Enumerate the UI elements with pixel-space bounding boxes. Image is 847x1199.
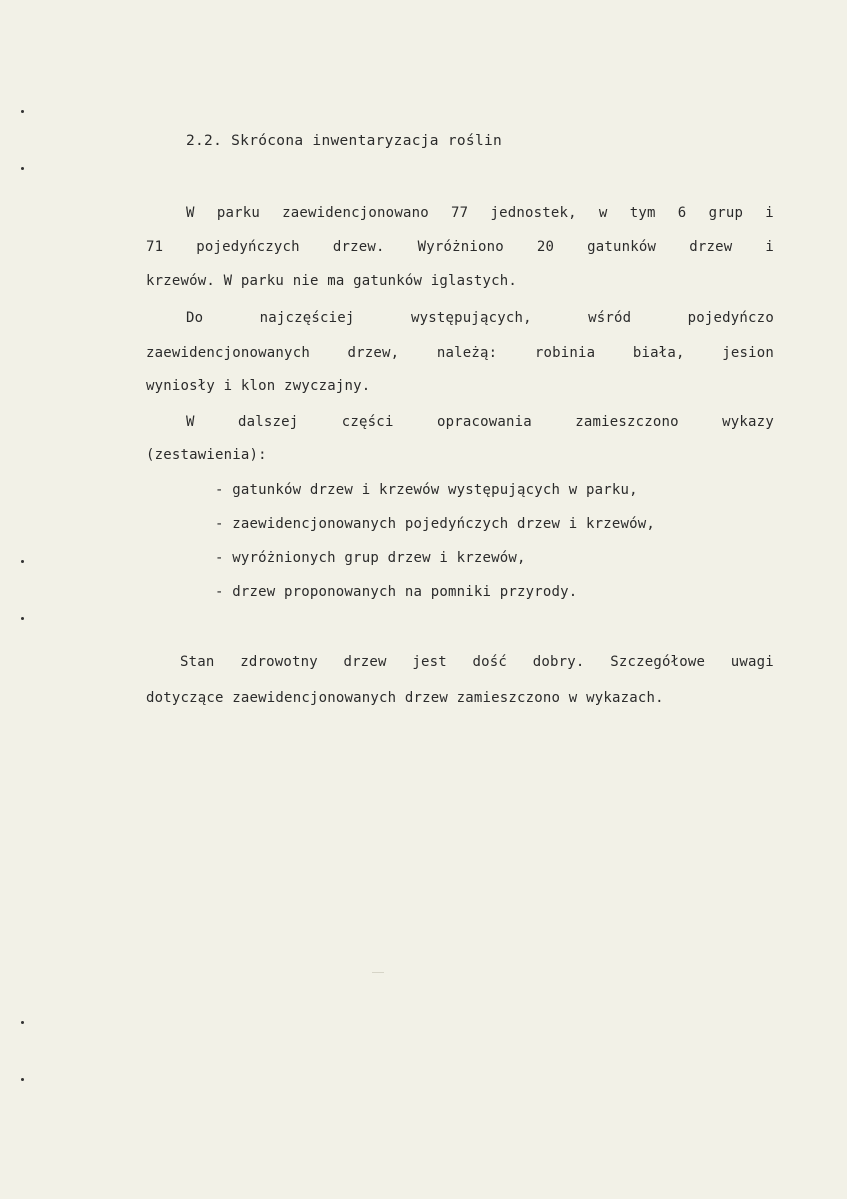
para2-line3: wyniosły i klon zwyczajny. <box>146 378 371 394</box>
word: robinia <box>534 345 596 361</box>
word: gatunków <box>587 239 657 255</box>
word: i <box>765 205 774 221</box>
list-item: - gatunków drzew i krzewów występujących w parku, <box>215 482 638 498</box>
word: należą: <box>436 345 498 361</box>
word: drzew, <box>347 345 400 361</box>
word: Szczegółowe <box>610 654 706 670</box>
word: jesion <box>722 345 774 361</box>
word: 71 <box>146 239 164 255</box>
word: zdrowotny <box>240 654 318 670</box>
list-item: - drzew proponowanych na pomniki przyrody. <box>215 584 578 600</box>
word: W <box>186 414 195 430</box>
word: pojedyńczo <box>687 310 774 326</box>
word: 20 <box>536 239 555 255</box>
para4-line2: dotyczące zaewidencjonowanych drzew zamieszczono w wykazach. <box>146 690 664 706</box>
word: parku <box>216 205 260 221</box>
word: W <box>186 205 195 221</box>
word: zamieszczono <box>575 414 679 430</box>
word: dobry. <box>532 654 585 670</box>
word: najczęściej <box>259 310 355 326</box>
para3-line2: (zestawienia): <box>146 447 267 463</box>
para1-line3: krzewów. W parku nie ma gatunków iglastych. <box>146 273 518 289</box>
word: uwagi <box>730 654 774 670</box>
para2-line1 <box>186 310 774 326</box>
word: pojedyńczych <box>196 239 300 255</box>
word: drzew. <box>332 239 385 255</box>
word: zaewidencjonowanych <box>146 345 310 361</box>
punch-mark <box>21 167 24 170</box>
punch-mark <box>21 110 24 113</box>
word: drzew <box>343 654 387 670</box>
word: 77 <box>451 205 469 221</box>
word: tym <box>629 205 656 221</box>
punch-mark <box>21 1021 24 1024</box>
list-item: - wyróżnionych grup drzew i krzewów, <box>215 550 526 566</box>
word: drzew <box>689 239 733 255</box>
word: opracowania <box>436 414 532 430</box>
punch-mark <box>21 560 24 563</box>
list-item: - zaewidencjonowanych pojedyńczych drzew i krzewów, <box>215 516 656 532</box>
word: 6 <box>677 205 687 221</box>
word: Stan <box>180 654 215 670</box>
word: dalszej <box>238 414 299 430</box>
punch-mark <box>21 1078 24 1081</box>
punch-mark <box>21 617 24 620</box>
scan-artifact <box>372 972 384 973</box>
word: w <box>598 205 608 221</box>
word: grup <box>708 205 744 221</box>
word: wykazy <box>722 414 774 430</box>
word: jest <box>412 654 447 670</box>
para4-line1 <box>180 654 774 670</box>
para1-line2 <box>146 239 774 255</box>
section-heading: 2.2. Skrócona inwentaryzacja roślin <box>186 133 503 149</box>
para1-line1 <box>186 205 774 221</box>
word: występujących, <box>410 310 532 326</box>
word: jednostek, <box>490 205 577 221</box>
word: biała, <box>632 345 685 361</box>
para2-line2 <box>146 345 774 361</box>
word: części <box>341 414 394 430</box>
word: Do <box>186 310 204 326</box>
word: zaewidencjonowano <box>282 205 429 221</box>
para3-line1 <box>186 414 774 430</box>
word: dość <box>472 654 508 670</box>
word: wśród <box>588 310 632 326</box>
word: i <box>765 239 774 255</box>
word: Wyróżniono <box>417 239 504 255</box>
